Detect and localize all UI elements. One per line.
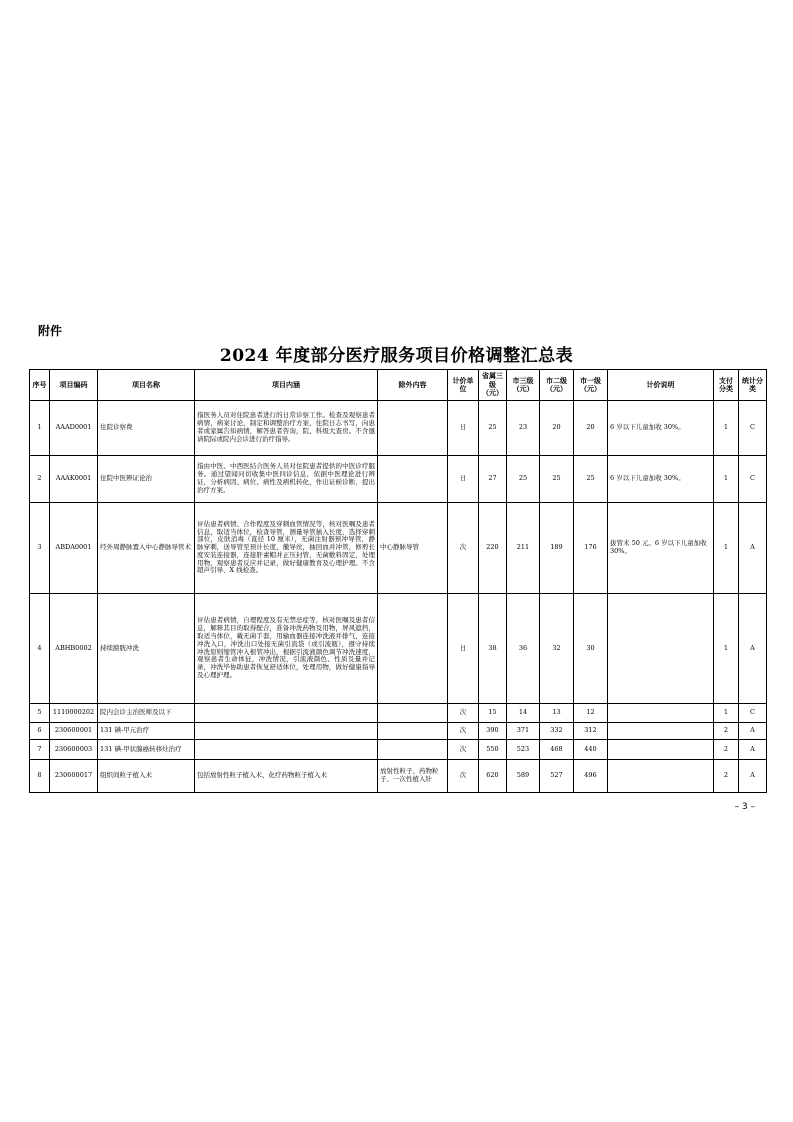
cell-pay: 1 xyxy=(714,704,739,723)
cell-prov3: 15 xyxy=(479,704,507,723)
cell-city2: 332 xyxy=(540,723,574,740)
cell-content: 指医务人员对住院患者进行的日常诊察工作。检查及观察患者病情，病案讨论，制定和调整治疗方案，住院日志书写，向患者或家属告知病情，解答患者咨询，院、科级大查房。不含邀请院际或院内会诊进行治疗指导。 xyxy=(195,401,378,456)
cell-unit: 次 xyxy=(448,760,479,793)
cell-city3: 14 xyxy=(507,704,540,723)
cell-prov3: 220 xyxy=(479,503,507,594)
cell-pay: 2 xyxy=(714,760,739,793)
cell-stat: A xyxy=(739,740,767,760)
cell-code: ABHB0002 xyxy=(50,594,98,704)
cell-code: AAAD0001 xyxy=(50,401,98,456)
cell-pay: 1 xyxy=(714,456,739,503)
cell-exclusion xyxy=(378,740,448,760)
cell-city2: 13 xyxy=(540,704,574,723)
cell-name: 住院中医辨证论治 xyxy=(98,456,195,503)
cell-content: 包括放射性粒子植入术、化疗药物粒子植入术 xyxy=(195,760,378,793)
cell-city1: 440 xyxy=(574,740,608,760)
cell-pay: 2 xyxy=(714,740,739,760)
cell-city2: 25 xyxy=(540,456,574,503)
cell-exclusion xyxy=(378,723,448,740)
col-header-name: 项目名称 xyxy=(98,370,195,401)
table-row xyxy=(30,456,767,503)
table-row xyxy=(30,740,767,760)
table-row xyxy=(30,723,767,740)
cell-prov3: 27 xyxy=(479,456,507,503)
col-header-no: 序号 xyxy=(30,370,50,401)
cell-prov3: 25 xyxy=(479,401,507,456)
col-header-city3: 市三级（元） xyxy=(507,370,540,401)
cell-no: 4 xyxy=(30,594,50,704)
cell-code: 1110000202 xyxy=(50,704,98,723)
cell-name: 经外周静脉置入中心静脉导管术 xyxy=(98,503,195,594)
cell-exclusion xyxy=(378,401,448,456)
cell-city1: 496 xyxy=(574,760,608,793)
cell-prov3: 550 xyxy=(479,740,507,760)
cell-stat: C xyxy=(739,456,767,503)
cell-stat: C xyxy=(739,401,767,456)
cell-code: 230600001 xyxy=(50,723,98,740)
cell-note xyxy=(608,760,714,793)
cell-no: 6 xyxy=(30,723,50,740)
cell-content: 评估患者病情、合作程度及穿刺血管情况等，核对医嘱及患者信息，取适当体位，检查导管，测量导管插入长度，选择穿刺部位，皮肤消毒（直径 10 厘米），无菌注射器预冲导管，静脉穿刺，送导管至预计长度，撤导丝，抽回血并冲管，修剪长度安装连接器，连接肝素帽并正压封管，无菌敷料固定，处理用物，观察患者反应并记录，做好健康教育及心理护理。不含超声引导、X 线检查。 xyxy=(195,503,378,594)
attachment-label: 附件 xyxy=(38,324,63,338)
cell-note: 拔管术 50 元。6 岁以下儿童加收 30%。 xyxy=(608,503,714,594)
cell-unit: 日 xyxy=(448,456,479,503)
cell-note xyxy=(608,723,714,740)
cell-code: AAAK0001 xyxy=(50,456,98,503)
col-header-pay: 支付分类 xyxy=(714,370,739,401)
cell-note xyxy=(608,704,714,723)
cell-content xyxy=(195,704,378,723)
cell-stat: A xyxy=(739,594,767,704)
cell-exclusion xyxy=(378,456,448,503)
cell-city2: 32 xyxy=(540,594,574,704)
cell-stat: A xyxy=(739,723,767,740)
cell-city2: 20 xyxy=(540,401,574,456)
col-header-city2: 市二级（元） xyxy=(540,370,574,401)
table-row xyxy=(30,503,767,594)
cell-unit: 次 xyxy=(448,704,479,723)
page-title: 2024 年度部分医疗服务项目价格调整汇总表 xyxy=(219,346,574,366)
cell-note xyxy=(608,594,714,704)
cell-exclusion: 放射性粒子、药物粒子、一次性植入针 xyxy=(378,760,448,793)
table-header-row xyxy=(30,370,767,401)
cell-code: 230600003 xyxy=(50,740,98,760)
cell-unit: 次 xyxy=(448,723,479,740)
cell-city1: 25 xyxy=(574,456,608,503)
cell-code: ABDA0001 xyxy=(50,503,98,594)
cell-code: 230600017 xyxy=(50,760,98,793)
cell-no: 2 xyxy=(30,456,50,503)
cell-unit: 次 xyxy=(448,740,479,760)
page-number: – 3 – xyxy=(734,802,755,812)
cell-content xyxy=(195,740,378,760)
cell-name: 住院诊察费 xyxy=(98,401,195,456)
cell-note xyxy=(608,740,714,760)
cell-stat: C xyxy=(739,704,767,723)
cell-city3: 25 xyxy=(507,456,540,503)
cell-no: 3 xyxy=(30,503,50,594)
col-header-code: 项目编码 xyxy=(50,370,98,401)
cell-stat: A xyxy=(739,503,767,594)
cell-city3: 36 xyxy=(507,594,540,704)
cell-city3: 23 xyxy=(507,401,540,456)
col-header-note: 计价说明 xyxy=(608,370,714,401)
cell-name: 组织间粒子植入术 xyxy=(98,760,195,793)
cell-note: 6 岁以下儿童加收 30%。 xyxy=(608,401,714,456)
cell-prov3: 390 xyxy=(479,723,507,740)
cell-city2: 468 xyxy=(540,740,574,760)
cell-unit: 日 xyxy=(448,401,479,456)
cell-city1: 30 xyxy=(574,594,608,704)
cell-name: 131 碘-甲亢治疗 xyxy=(98,723,195,740)
cell-no: 7 xyxy=(30,740,50,760)
table-row xyxy=(30,704,767,723)
cell-pay: 1 xyxy=(714,594,739,704)
price-table xyxy=(29,369,767,793)
cell-city3: 589 xyxy=(507,760,540,793)
cell-pay: 1 xyxy=(714,503,739,594)
table-row xyxy=(30,401,767,456)
cell-stat: A xyxy=(739,760,767,793)
cell-no: 5 xyxy=(30,704,50,723)
cell-no: 1 xyxy=(30,401,50,456)
cell-pay: 2 xyxy=(714,723,739,740)
cell-unit: 日 xyxy=(448,594,479,704)
cell-prov3: 38 xyxy=(479,594,507,704)
cell-exclusion: 中心静脉导管 xyxy=(378,503,448,594)
cell-prov3: 620 xyxy=(479,760,507,793)
cell-content xyxy=(195,723,378,740)
col-header-exclusion: 除外内容 xyxy=(378,370,448,401)
col-header-unit: 计价单位 xyxy=(448,370,479,401)
cell-name: 持续膀胱冲洗 xyxy=(98,594,195,704)
cell-city1: 20 xyxy=(574,401,608,456)
cell-city1: 12 xyxy=(574,704,608,723)
cell-no: 8 xyxy=(30,760,50,793)
cell-exclusion xyxy=(378,704,448,723)
cell-city1: 312 xyxy=(574,723,608,740)
cell-city1: 176 xyxy=(574,503,608,594)
cell-name: 院内会诊主治医师及以下 xyxy=(98,704,195,723)
cell-city3: 371 xyxy=(507,723,540,740)
col-header-stat: 统计分类 xyxy=(739,370,767,401)
cell-city2: 189 xyxy=(540,503,574,594)
cell-pay: 1 xyxy=(714,401,739,456)
cell-city2: 527 xyxy=(540,760,574,793)
cell-content: 指由中医、中西医结合医务人员对住院患者提供的中医诊疗服务。通过望闻问切收集中医四诊信息，依据中医理论进行辨证，分析病因、病位、病性及病机转化，作出证候诊断，提出治疗方案。 xyxy=(195,456,378,503)
cell-city3: 523 xyxy=(507,740,540,760)
cell-exclusion xyxy=(378,594,448,704)
cell-city3: 211 xyxy=(507,503,540,594)
col-header-city1: 市一级（元） xyxy=(574,370,608,401)
col-header-content: 项目内涵 xyxy=(195,370,378,401)
table-row xyxy=(30,594,767,704)
table-row xyxy=(30,760,767,793)
cell-unit: 次 xyxy=(448,503,479,594)
cell-name: 131 碘-甲状腺癌转移灶治疗 xyxy=(98,740,195,760)
cell-content: 评估患者病情，自理程度及有无禁忌症等，核对医嘱及患者信息，解释其目的取得配合，准备冲洗药物及用物，屏风遮挡，取适当体位，戴无菌手套，用输血器连接冲洗液并排气，连接冲洗入口，冲洗出口处接无菌引流袋（或引流瓶），遵守持续冲洗原则缩管冲入根管冲出，根据引流液颜色调节冲洗速度，观察患者生命体征，冲洗情况，引流液颜色、性质及量并记录，冲洗毕协助患者恢复舒适体位，处理用物，做好健康指导及心理护理。 xyxy=(195,594,378,704)
col-header-prov3: 省属三级（元） xyxy=(479,370,507,401)
cell-note: 6 岁以下儿童加收 30%。 xyxy=(608,456,714,503)
